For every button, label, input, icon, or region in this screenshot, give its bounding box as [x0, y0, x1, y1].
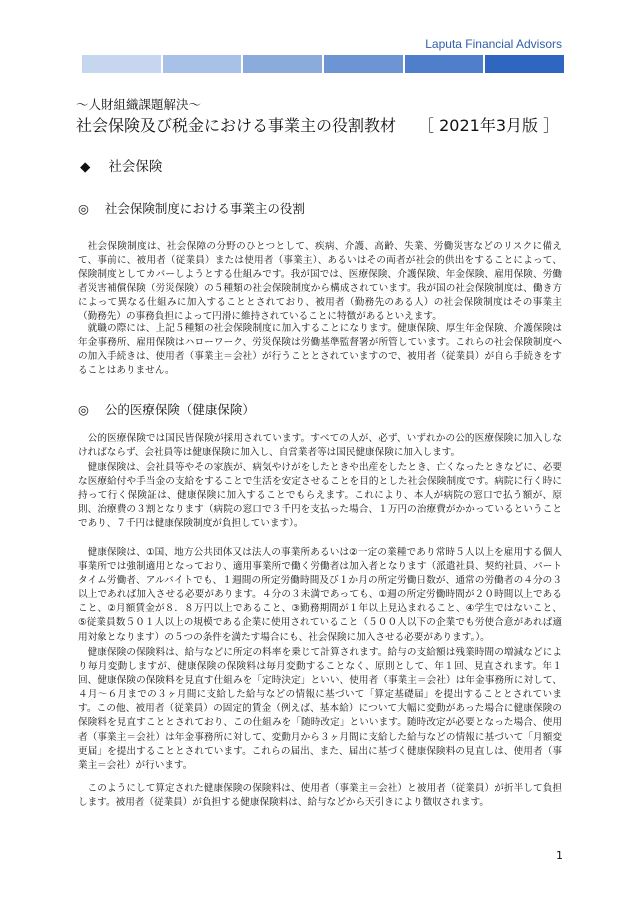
- page-number: 1: [556, 849, 563, 862]
- subsection-heading-employer-role: [78, 199, 305, 217]
- diamond-bullet-icon: ◆: [80, 159, 91, 175]
- paragraph-applicability: 健康保険は、①国、地方公共団体又は法人の事業所あるいは②一定の業種であり常時５人以上を雇用する個人事業所では強制適用となっており、適用事業所で働く労働者は加入者となります（派遣社員、契約社員、パートタイム労働者、アルバイトでも、１週間の所定労働時間及び１か月の所定労働日数が、通常の労働者の４分の３以上であれば加入させる必要があります。４分の３未満であっても、①週の所定労働時間が２０時間以上であること、②月額賃金が８．８万円以上であること、③勤務期間が１年以上見込まれること、④学生ではないこと、⑤従業員数５０１人以上の規模である企業に使用されていること（５００人以下の企業でも労使合意があれば適用対象となります）の５つの条件を満たす場合にも、社会保険に加入させる必要があります。）。: [78, 547, 562, 643]
- subsection-heading-health-insurance: [78, 400, 255, 418]
- paragraph-health-insurance-purpose: 健康保険は、会社員等やその家族が、病気やけがをしたときや出産をしたとき、亡くなったときなどに、必要な医療給付や手当金の支給をすることで生活を安定させることを目的とした社会保険制度です。病院に行く時に持って行く保険証は、健康保険に加入することでもらえます。これにより、本人が病院の窓口で払う額が、原則、治療費の３割となります（病院の窓口で３千円を支払った場合、１万円の治療費がかかっているということであり、７千円は健康保険制度が負担しています）。: [78, 462, 562, 530]
- paragraph-enrollment: 就職の際には、上記５種類の社会保険制度に加入することになります。健康保険、厚生年金保険、介護保険は年金事務所、雇用保険はハローワーク、労災保険は労働基準監督署が所管しています。これらの社会保険制度への加入手続きは、使用者（事業主＝会社）が行うこととされていますので、被用者（従業員）が自ら手続きをすることはありません。: [78, 323, 562, 377]
- edition-label: ［ 2021年3月版 ］: [418, 116, 560, 135]
- document-title-text: 社会保険及び税金における事業主の役割教材: [76, 116, 397, 135]
- band-segment: [163, 55, 242, 73]
- header-color-band: [82, 55, 564, 73]
- band-segment: [82, 55, 161, 73]
- paragraph-universal-coverage: 公的医療保険では国民皆保険が採用されています。すべての人が、必ず、いずれかの公的医療保険に加入しなければならず、会社員等は健康保険に加入し、自営業者等は国民健康保険に加入します。: [78, 433, 562, 459]
- brand-name: Laputa Financial Advisors: [425, 37, 562, 51]
- subsection-heading-text: 社会保険制度における事業主の役割: [104, 201, 305, 216]
- band-segment: [405, 55, 484, 73]
- band-segment: [485, 55, 564, 73]
- double-circle-bullet-icon: ◎: [78, 402, 89, 417]
- section-heading: [80, 155, 162, 175]
- band-segment: [243, 55, 322, 73]
- double-circle-bullet-icon: ◎: [78, 201, 89, 216]
- paragraph-social-insurance-system: 社会保険制度は、社会保障の分野のひとつとして、疾病、介護、高齢、失業、労働災害などのリスクに備えて、事前に、被用者（従業員）または使用者（事業主）、あるいはその両者が社会的供出をすることによって、保険制度としてカバーしようとする仕組みです。我が国では、医療保険、介護保険、年金保険、雇用保険、労働者災害補償保険（労災保険）の５種類の社会保険制度から構成されています。我が国の社会保険制度は、働き方によって異なる仕組みに加入することとされており、被用者（勤務先のある人）の社会保険制度はその事業主（勤務先）の事務負担によって円滑に維持されていることに特徴があるといえます。: [78, 241, 562, 323]
- subsection-heading-text: 公的医療保険（健康保険）: [104, 402, 255, 417]
- paragraph-premium-sharing: このようにして算定された健康保険の保険料は、使用者（事業主＝会社）と被用者（従業員）が折半して負担します。被用者（従業員）が負担する健康保険料は、給与などから天引きにより徴収されます。: [78, 783, 562, 809]
- document-title: [76, 113, 559, 136]
- section-heading-text: 社会保険: [108, 159, 163, 175]
- document-subtitle: 〜人財組織課題解決〜: [76, 97, 202, 112]
- paragraph-premium-calculation: 健康保険の保険料は、給与などに所定の料率を乗じて計算されます。給与の支給額は残業時間の増減などにより毎月変動しますが、健康保険の保険料は毎月変動することなく、原則として、年１回、見直されます。年１回、健康保険の保険料を見直す仕組みを「定時決定」といい、使用者（事業主＝会社）は年金事務所に対して、４月〜６月までの３ヶ月間に支給した給与などの情報に基づいて「算定基礎届」を提出することとされています。この他、被用者（従業員）の固定的賃金（例えば、基本給）について大幅に変動があった場合に健康保険の保険料を見直すこととされており、この仕組みを「随時改定」といいます。随時改定が必要となった場合、使用者（事業主＝会社）は年金事務所に対して、変動月から３ヶ月間に支給した給与などの情報に基づいて「月額変更届」を提出することとされています。これらの届出、また、届出に基づく健康保険料の見直しは、使用者（事業主＝会社）が行います。: [78, 647, 562, 771]
- band-segment: [324, 55, 403, 73]
